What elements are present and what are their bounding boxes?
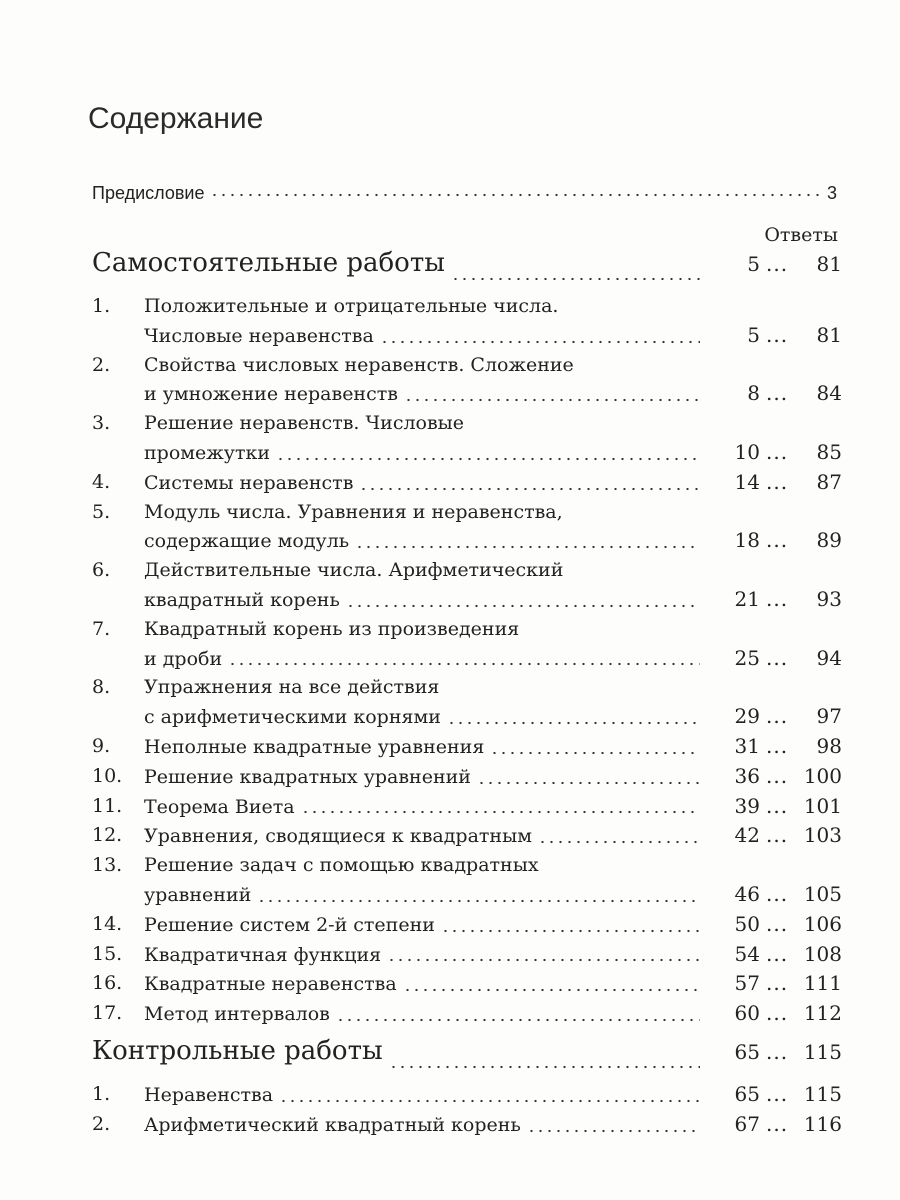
entry-title-line: Решение квадратных уравнений [144, 765, 471, 788]
dot-leader [527, 1129, 700, 1133]
section-heading[interactable] [92, 1036, 842, 1076]
toc-entry[interactable] [92, 351, 842, 410]
dot-separator: ... [766, 1001, 789, 1026]
section-title: Самостоятельные работы [92, 248, 445, 278]
entry-title-line: и умножение неравенств [144, 383, 398, 406]
entry-answers-page: 93 [816, 586, 842, 611]
entry-answers-page: 116 [803, 1111, 842, 1136]
entry-page: 67 [734, 1111, 760, 1136]
entry-answers-page: 87 [816, 469, 842, 494]
entry-page: 31 [734, 733, 760, 758]
dot-leader [538, 840, 700, 844]
dot-leader [477, 781, 700, 785]
entry-page: 46 [734, 881, 760, 906]
entry-title-line: Метод интервалов [144, 1003, 330, 1026]
dot-leader [336, 1018, 700, 1022]
section-heading[interactable] [92, 248, 842, 288]
entry-title-line: Системы неравенств [144, 471, 354, 494]
dot-separator: ... [766, 381, 789, 406]
entry-answers-page: 89 [816, 528, 842, 553]
dot-separator: ... [766, 586, 789, 611]
entry-title-line: содержащие модуль [144, 530, 350, 553]
entry-answers-page: 100 [803, 763, 842, 788]
entry-answers-page: 115 [803, 1082, 842, 1106]
entry-title-line: Решение задач с помощью квадратных [144, 854, 539, 877]
entry-title-line: Свойства числовых неравенств. Сложение [144, 353, 574, 376]
entry-number: 14. [92, 912, 123, 935]
entry-title-line: промежутки [144, 441, 270, 464]
entry-number: 9. [92, 734, 111, 757]
entry-title-line: Квадратный корень из произведения [144, 617, 520, 640]
entry-page: 54 [734, 941, 760, 966]
toc-entry[interactable] [92, 732, 842, 762]
entry-page: 50 [734, 911, 760, 936]
entry-title-line: Квадратные неравенства [144, 973, 397, 996]
entry-title-line: Неполные квадратные уравнения [144, 735, 485, 758]
entry-number: 11. [92, 794, 123, 817]
dot-leader [451, 277, 700, 281]
dot-separator: ... [766, 793, 789, 818]
dot-leader [210, 193, 821, 197]
entry-number: 13. [92, 854, 123, 877]
dot-leader [301, 810, 700, 814]
toc-entry[interactable] [92, 615, 842, 674]
dot-separator: ... [766, 733, 789, 758]
dot-separator: ... [766, 1111, 789, 1136]
entry-title-line: Действительные числа. Арифметический [144, 559, 564, 582]
entry-title-line: Теорема Виета [144, 795, 295, 818]
toc-section [92, 1036, 842, 1140]
dot-separator: ... [766, 704, 789, 729]
entry-title-line: Числовые неравенства [144, 324, 374, 347]
entry-page: 29 [734, 704, 760, 729]
dot-leader [490, 751, 700, 755]
entry-title-line: уравнений [144, 883, 252, 906]
entry-title-line: и дроби [144, 647, 223, 670]
section-answers-page: 81 [816, 252, 842, 276]
entry-answers-page: 85 [816, 439, 842, 464]
entry-page: 36 [734, 763, 760, 788]
entry-page: 65 [734, 1082, 760, 1106]
entry-number: 17. [92, 1002, 123, 1025]
page-title: Содержание [88, 102, 264, 135]
dot-separator: ... [766, 881, 789, 906]
dot-separator: ... [766, 971, 789, 996]
dot-leader [380, 340, 700, 344]
entry-page: 10 [734, 439, 760, 464]
toc-entry[interactable] [92, 762, 842, 792]
dot-leader [447, 721, 700, 725]
section-page: 5 [747, 252, 760, 276]
dot-separator: ... [766, 1040, 789, 1064]
entry-number: 15. [92, 942, 123, 965]
entry-number: 3. [92, 412, 111, 435]
dot-leader [403, 988, 700, 992]
entry-page: 57 [734, 971, 760, 996]
entry-answers-page: 84 [816, 381, 842, 406]
section-title: Контрольные работы [92, 1036, 383, 1066]
toc-entry[interactable] [92, 999, 842, 1029]
entry-number: 1. [92, 295, 111, 317]
dot-separator: ... [766, 469, 789, 494]
entry-page: 8 [747, 381, 760, 406]
dot-leader [359, 487, 700, 491]
entry-answers-page: 94 [816, 645, 842, 670]
entry-title-line: Решение неравенств. Числовые [144, 412, 465, 435]
entry-title-line: Решение систем 2-й степени [144, 913, 435, 936]
dot-separator: ... [766, 911, 789, 936]
toc-entry[interactable] [92, 498, 842, 557]
toc-entry[interactable] [92, 792, 842, 822]
dot-separator: ... [766, 1082, 789, 1106]
entry-title-line: Упражнения на все действия [144, 676, 440, 699]
dot-leader [276, 457, 700, 461]
entry-title-line: квадратный корень [144, 588, 340, 611]
preface-page: 3 [826, 183, 837, 203]
entry-answers-page: 103 [803, 823, 842, 848]
entry-answers-page: 98 [816, 733, 842, 758]
entry-title-line: Квадратичная функция [144, 943, 382, 966]
entry-title-line: Арифметический квадратный корень [144, 1113, 521, 1136]
entry-page: 60 [734, 1001, 760, 1026]
entry-answers-page: 101 [803, 793, 842, 818]
section-page: 65 [734, 1040, 760, 1064]
entry-title-line: Положительные и отрицательные числа. [144, 295, 559, 317]
entry-answers-page: 81 [816, 322, 842, 347]
entry-title-line: Неравенства [144, 1084, 274, 1106]
entry-number: 2. [92, 1112, 111, 1135]
entry-number: 6. [92, 559, 111, 582]
dot-separator: ... [766, 763, 789, 788]
entry-number: 7. [92, 617, 111, 640]
entry-page: 18 [734, 528, 760, 553]
section-answers-page: 115 [803, 1040, 842, 1064]
dot-separator: ... [766, 252, 789, 276]
entry-page: 14 [734, 469, 760, 494]
dot-separator: ... [766, 322, 789, 347]
entry-answers-page: 106 [803, 911, 842, 936]
entry-page: 39 [734, 793, 760, 818]
toc-entry[interactable] [92, 673, 842, 732]
entry-title-line: Уравнения, сводящиеся к квадратным [144, 825, 532, 848]
toc-entry-preface[interactable] [92, 183, 837, 204]
entry-number: 12. [92, 824, 123, 847]
toc-entry[interactable] [92, 851, 842, 910]
toc-entry[interactable] [92, 1080, 842, 1110]
toc-entry[interactable] [92, 468, 842, 498]
entry-number: 1. [92, 1083, 111, 1105]
preface-label: Предисловие [92, 183, 205, 203]
entry-page: 5 [747, 322, 760, 347]
dot-leader [346, 604, 700, 608]
toc-entry[interactable] [92, 409, 842, 468]
dot-leader [441, 929, 700, 933]
entry-page: 42 [734, 823, 760, 848]
dot-separator: ... [766, 941, 789, 966]
dot-separator: ... [766, 528, 789, 553]
entry-number: 16. [92, 972, 123, 995]
dot-leader [228, 662, 700, 666]
dot-leader [355, 545, 700, 549]
entry-number: 5. [92, 500, 111, 523]
toc-section [92, 248, 842, 1029]
dot-leader [389, 1065, 700, 1069]
entry-number: 8. [92, 676, 111, 699]
entry-answers-page: 108 [803, 941, 842, 966]
entry-answers-page: 97 [816, 704, 842, 729]
dot-separator: ... [766, 645, 789, 670]
toc-entry[interactable] [92, 910, 842, 940]
dot-leader [257, 899, 700, 903]
toc-entry[interactable] [92, 556, 842, 615]
entry-answers-page: 111 [803, 971, 842, 996]
entry-number: 2. [92, 353, 111, 376]
answers-column-header: Ответы [764, 224, 838, 246]
entry-answers-page: 105 [803, 881, 842, 906]
dot-leader [404, 398, 700, 402]
entry-answers-page: 112 [803, 1001, 842, 1026]
toc-entry[interactable] [92, 940, 842, 970]
entry-title-line: Модуль числа. Уравнения и неравенства, [144, 500, 563, 523]
entry-number: 4. [92, 470, 111, 493]
toc-entry[interactable] [92, 821, 842, 851]
toc-entry[interactable] [92, 292, 842, 351]
dot-separator: ... [766, 823, 789, 848]
entry-title-line: с арифметическими корнями [144, 706, 441, 729]
entry-page: 21 [734, 586, 760, 611]
entry-page: 25 [734, 645, 760, 670]
dot-leader [279, 1099, 700, 1103]
entry-number: 10. [92, 764, 123, 787]
dot-separator: ... [766, 439, 789, 464]
toc-entry[interactable] [92, 1110, 842, 1140]
toc-entry[interactable] [92, 969, 842, 999]
dot-leader [387, 958, 700, 962]
